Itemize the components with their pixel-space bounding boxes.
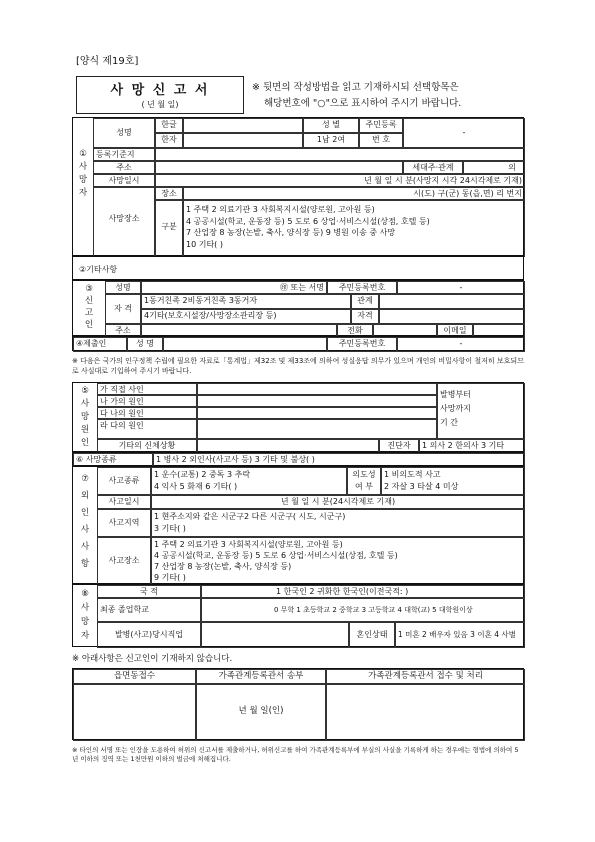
registry-process-cell[interactable] (326, 684, 525, 741)
cause-row-d-label: 라 다의 원인 (97, 419, 197, 439)
registry-sent-header: 가족관계등록관서 송부 (196, 669, 326, 684)
submitter-name-label: 성 명 (127, 337, 163, 352)
intent-options[interactable]: 1 비의도적 사고 2 자살 3 타살 4 미상 (381, 467, 525, 495)
qualification-2-label: 자격 (351, 309, 379, 324)
title-box (76, 76, 244, 114)
nationality-label: 국 적 (97, 585, 201, 598)
qualification-label: 자 격 (105, 294, 141, 324)
death-type-options[interactable]: 1 병사 2 외인사(사고사 등) 3 기타 및 불상( ) (153, 453, 525, 467)
relation-field[interactable] (379, 294, 525, 309)
town-office-receipt-cell[interactable] (73, 684, 196, 741)
other-matters-section (72, 256, 524, 280)
nationality-options[interactable]: 1 한국인 2 귀화한 한국인(이전국적: ) (201, 585, 525, 598)
education-options[interactable]: 0 무학 1 초등학교 2 중학교 3 고등학교 4 대학(교) 5 대학원이상 (201, 598, 525, 622)
registry-process-header: 가족관계등록관서 접수 및 처리 (326, 669, 525, 684)
submitter-label: ④제출인 (73, 337, 127, 352)
death-type-section (72, 452, 524, 466)
office-use-notice: ※ 아래사항은 신고인이 기재하지 않습니다. (72, 654, 233, 664)
rrn-label: 주민등록 (359, 118, 403, 133)
intent-label: 의도성 여 부 (347, 467, 381, 495)
statistics-notice: ※ 다음은 국가의 인구정책 수립에 필요한 자료로「통계법」제32조 및 제33조에 의하여 성실응답 의무가 있으며 개인의 비밀사항이 철저히 보호되므로 사실대로 기입하여 주시기 바랍니다. (72, 357, 524, 375)
qualification-options-2[interactable]: 4기타(보호시설장/사망장소관리장 등) (141, 309, 351, 324)
external-cause-section (72, 466, 524, 584)
town-office-receipt-header: 읍면동접수 (73, 669, 196, 684)
reporter-rrn-label: 주민등록번호 (327, 281, 397, 294)
cause-of-death-section (72, 382, 524, 452)
name-hangul-field[interactable] (183, 118, 303, 133)
address-field[interactable] (155, 161, 403, 174)
marital-status-label: 혼인상태 (349, 622, 395, 648)
cause-row-a-label: 가 직접 사인 (97, 383, 197, 395)
instructions-notice (252, 80, 522, 112)
submitter-name-field[interactable] (163, 337, 327, 352)
registry-sent-date[interactable]: 년 월 일(인) (196, 684, 326, 741)
death-place-label: 사망장소 (93, 187, 155, 257)
sec8-side-label: ⑧ 사 망 자 (80, 589, 90, 641)
accident-type-label: 사고종류 (97, 467, 151, 495)
sex-label: 성 별 (303, 118, 359, 133)
physical-condition-label: 기타의 신체상황 (97, 439, 197, 453)
education-label: 최종 졸업학교 (97, 598, 201, 622)
diagnoser-label: 진단자 (379, 439, 419, 453)
accident-area-options[interactable]: 1 현주소지와 같은 시군구2 다른 시군구( 시도, 시군구) 3 기타( ) (151, 509, 525, 537)
householder-rel-label: 세대주·관계 (403, 161, 463, 174)
reg-base-label: 등록기준지 (93, 148, 155, 161)
hanja-label: 한자 (155, 133, 183, 148)
place-label: 장소 (155, 187, 183, 200)
accident-place-label: 사고장소 (97, 537, 151, 585)
deceased-details-section (72, 584, 524, 647)
diagnoser-options[interactable]: 1 의사 2 한의사 3 기타 (419, 439, 525, 453)
physical-condition-field[interactable] (197, 439, 379, 453)
cause-row-a-field[interactable] (197, 383, 437, 395)
qualification-options-1[interactable]: 1동거친족 2비동거친족 3동거자 (141, 294, 351, 309)
submitter-rrn-field[interactable]: - (397, 337, 525, 352)
gubun-label: 구분 (155, 200, 183, 257)
accident-area-label: 사고지역 (97, 509, 151, 537)
sec5-side-label: ⑤ 사 망 원 인 (80, 386, 90, 448)
address-label: 주소 (93, 161, 155, 174)
qualification-2-field[interactable] (379, 309, 525, 324)
office-processing-table (72, 668, 524, 740)
onset-period-label: 발병부터 사망까지 기 간 (437, 383, 525, 439)
cause-row-c-label: 다 나의 원인 (97, 407, 197, 419)
reporter-section (72, 280, 524, 336)
householder-rel-field[interactable]: 의 (463, 161, 525, 174)
reporter-name-field[interactable]: ㊞ 또는 서명 (141, 281, 327, 294)
penalty-footnote: ※ 타인의 서명 또는 인장을 도용하여 허위의 신고서를 제출하거나, 허위신고를 하여 가족관계등록부에 부실의 사실을 기록하게 하는 경우에는 형법에 의하여 5년 이하의 징역 또는 1천만원 이하의 벌금에 처해집니다. (72, 746, 519, 763)
notice-line-1: ※ 뒷면의 작성방법을 읽고 기재하시되 선택항목은 (252, 82, 459, 93)
sex-options[interactable]: 1남 2여 (303, 133, 359, 148)
rrn-field[interactable]: - (403, 118, 525, 148)
reporter-address-label: 주소 (105, 324, 141, 337)
hangul-label: 한글 (155, 118, 183, 133)
death-time-field[interactable]: 년 월 일 시 분(사망지 시각 24시각제로 기재) (155, 174, 525, 187)
deceased-section (72, 117, 524, 256)
accident-place-options[interactable]: 1 주택 2 의료기관 3 사회복지시설(양로원, 고아원 등) 4 공공시설(학교, 운동장 등) 5 도로 6 상업·서비스시설(상점, 호텔 등) 7 산업장 8 농장(논밭, 축사, 양식장 등) 9 기타( ) (151, 537, 525, 585)
sec1-side-label: ① 사 망 자 (78, 149, 88, 198)
other-matters-label: ②기타사항 (79, 265, 118, 274)
relation-label: 관계 (351, 294, 379, 309)
occupation-field[interactable] (201, 622, 349, 648)
sec3-side-label: ③ 신 고 인 (84, 284, 94, 330)
accident-time-field[interactable]: 년 월 일 시 분(24시각제로 기재) (151, 495, 525, 509)
form-title: 사 망 신 고 서 (110, 83, 210, 98)
accident-type-options[interactable]: 1 운수(교통) 2 중독 3 추락 4 익사 5 화재 6 기타( ) (151, 467, 347, 495)
marital-status-options[interactable]: 1 미혼 2 배우자 있음 3 이혼 4 사별 (395, 622, 525, 648)
cause-row-d-field[interactable] (197, 419, 437, 439)
phone-label: 전화 (337, 324, 373, 337)
death-time-label: 사망일시 (93, 174, 155, 187)
title-date: ( 년 월 일) (141, 100, 179, 109)
place-field[interactable]: 시(도) 구(군) 동(읍,면) 리 번지 (183, 187, 525, 200)
reg-base-field[interactable] (155, 148, 525, 161)
rrn-label-2: 번 호 (359, 133, 403, 148)
sec7-side-label: ⑦ 외 인 사 사 항 (80, 474, 90, 569)
submitter-rrn-label: 주민등록번호 (327, 337, 397, 352)
reporter-rrn-field[interactable]: - (397, 281, 525, 294)
reporter-name-label: 성명 (105, 281, 141, 294)
place-type-options[interactable]: 1 주택 2 의료기관 3 사회복지시설(양로원, 고아원 등) 4 공공시설(학교, 운동장 등) 5 도로 6 상업·서비스시설(상점, 호텔 등) 7 산업장 8 농장(논밭, 축사, 양식장 등) 9 병원 이송 중 사망 10 기타( ) (183, 200, 525, 257)
death-type-label: ⑥ 사망종류 (73, 453, 153, 467)
notice-line-2: 해당번호에 "○"으로 표시하여 주시기 바랍니다. (264, 98, 462, 109)
cause-row-c-field[interactable] (197, 407, 437, 419)
accident-time-label: 사고일시 (97, 495, 151, 509)
form-number: [양식 제19호] (76, 56, 139, 67)
cause-row-b-label: 나 가의 원인 (97, 395, 197, 407)
name-label: 성명 (93, 118, 155, 148)
occupation-label: 발병(사고)당시직업 (97, 622, 201, 648)
email-label: 이메일 (437, 324, 473, 337)
name-hanja-field[interactable] (183, 133, 303, 148)
submitter-section (72, 336, 524, 351)
cause-row-b-field[interactable] (197, 395, 437, 407)
